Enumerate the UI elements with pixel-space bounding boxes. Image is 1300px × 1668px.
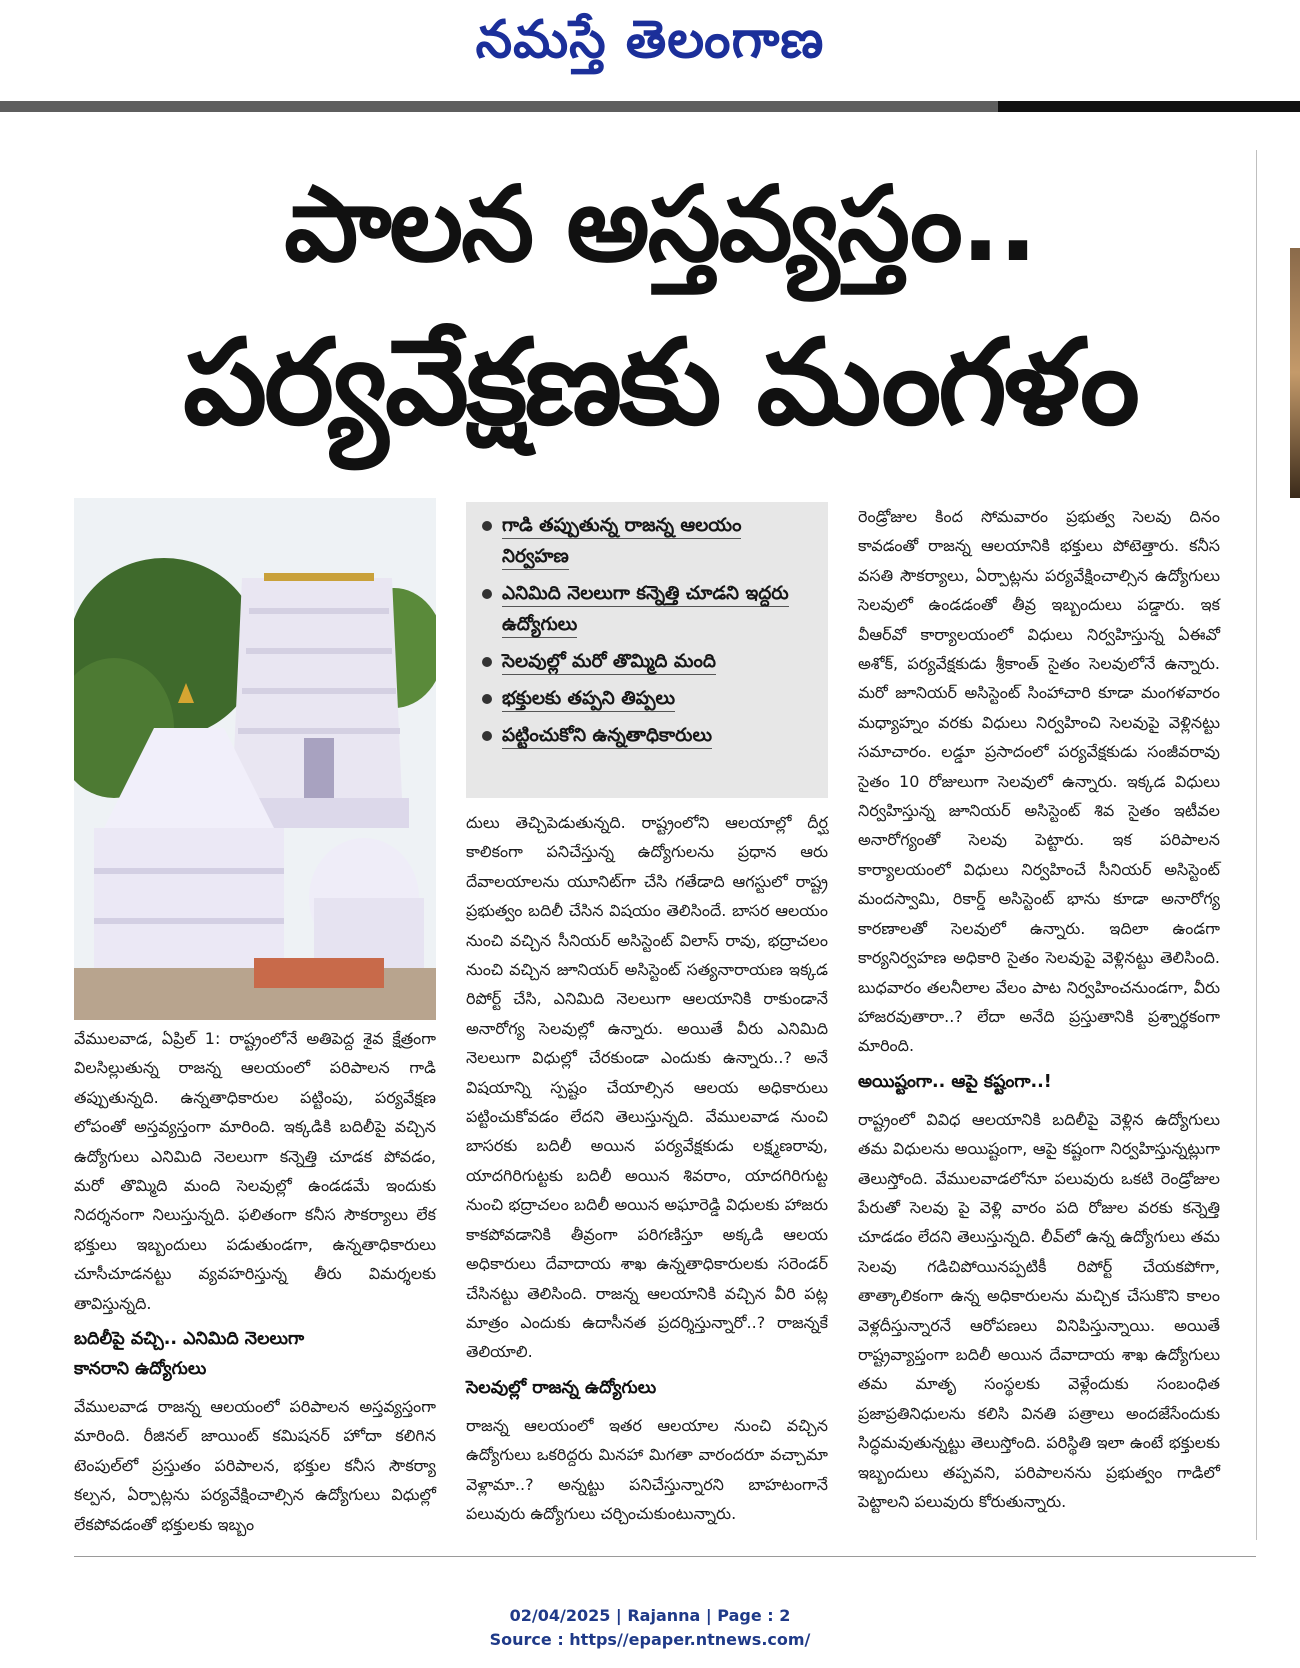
- highlight-item: పట్టించుకోని ఉన్నతాధికారులు: [480, 720, 814, 751]
- article-column-1: [74, 1024, 436, 1545]
- adjacent-article-photo: [1290, 248, 1300, 498]
- highlights-box: [466, 502, 828, 798]
- masthead-rule: [0, 101, 1300, 112]
- temple-illustration: [74, 498, 436, 1020]
- temple-photo: [74, 498, 436, 1020]
- article-paragraph: రాష్ట్రంలో వివిధ ఆలయానికి బదిలీపై వెళ్లిన ఉద్యోగులు తమ విధులను అయిష్టంగా, ఆపై కష్టంగా నిర్వహిస్తున్నట్లుగా తెలుస్తోంది. వేములవాడలోనూ పలువురు ఒకటి రెండ్రోజుల పేరుతో సెలవు పై వెళ్లి వారం పది రోజుల వరకు కన్నెత్తి చూడడం లేదని తెలుస్తున్నది. లీవ్‌లో ఉన్న ఉద్యోగులు తమ సెలవు గడిచిపోయినప్పటికీ రిపోర్ట్ చేయకపోగా, తాత్కాలికంగా ఉన్న అధికారులను మచ్చిక చేసుకొని కాలం వెళ్లదీస్తున్నారనే ఆరోపణలు వినిపిస్తున్నాయి. అయితే రాష్ట్రవ్యాప్తంగా బదిలీ అయిన దేవాదాయ శాఖ ఉద్యోగులు తమ మాతృ సంస్థలకు వెళ్లేందుకు సంబంధిత ప్రజాప్రతినిధులను కలిసి వినతి పత్రాలు అందజేసేందుకు సిద్ధమవుతున్నట్టు తెలుస్తోంది. పరిస్థితి ఇలా ఉంటే భక్తులకు ఇబ్బందులు తప్పవని, పరిపాలనను ప్రభుత్వం గాడిలో పెట్టాలని పలువురు కోరుతున్నారు.: [858, 1109, 1220, 1511]
- subheading: బదిలీపై వచ్చి.. ఎనిమిది నెలలుగా కానరాని ఉద్యోగులు: [74, 1329, 305, 1380]
- article-paragraph: రాజన్న ఆలయంలో ఇతర ఆలయాల నుంచి వచ్చిన ఉద్యోగులు ఒకరిద్దరు మినహా మిగతా వారందరూ వచ్చామా వెళ్లామా..? అన్నట్టు పనిచేస్తున్నారని బాహటంగానే పలువురు ఉద్యోగులు చర్చించుకుంటున్నారు.: [466, 1415, 828, 1523]
- highlight-item: భక్తులకు తప్పని తిప్పలు: [480, 683, 814, 714]
- article-paragraph: వేములవాడ, ఏప్రిల్ 1: రాష్ట్రంలోనే అతిపెద్ద శైవ క్షేత్రంగా విలసిల్లుతున్న రాజన్న ఆలయంలో పరిపాలన గాడి తప్పుతున్నది. ఉన్నతాధికారుల పట్టింపు, పర్యవేక్షణ లోపంతో అస్తవ్యస్తంగా మారింది. ఇక్కడికి బదిలీపై వచ్చిన ఉద్యోగులు ఎనిమిది నెలలుగా కన్నెత్తి చూడక పోవడం, మరో తొమ్మిది మంది సెలవుల్లో ఉండడమే ఇందుకు నిదర్శనంగా నిలుస్తున్నది. ఫలితంగా కనీస సౌకర్యాలు లేక భక్తులు ఇబ్బందులు పడుతుండగా, ఉన్నతాధికారులు చూసీచూడనట్టు వ్యవహరిస్తున్న తీరు విమర్శలకు తావిస్తున్నది.: [74, 1029, 436, 1313]
- subheading: సెలవుల్లో రాజన్న ఉద్యోగులు: [466, 1377, 657, 1398]
- headline-line-2: పర్యవేక్షణకు మంగళం: [183, 313, 1137, 451]
- highlight-item: సెలవుల్లో మరో తొమ్మిది మంది: [480, 646, 814, 677]
- article-column-2: [466, 808, 828, 1534]
- footer-source-line[interactable]: Source : https//epaper.ntnews.com/: [489, 1630, 811, 1649]
- footer-date-line: 02/04/2025 | Rajanna | Page : 2: [509, 1606, 791, 1625]
- article-column-3: [858, 502, 1220, 1522]
- page-bottom-rule: [74, 1556, 1256, 1557]
- highlight-item: గాడి తప్పుతున్న రాజన్న ఆలయం నిర్వహణ: [480, 510, 814, 572]
- page-footer: [0, 1604, 1300, 1652]
- newspaper-logo: నమస్తే తెలంగాణ: [475, 10, 825, 70]
- article-paragraph: వేములవాడ రాజన్న ఆలయంలో పరిపాలన అస్తవ్యస్తంగా మారింది. రీజినల్ జాయింట్ కమిషనర్ హోదా కలిగిన టెంపుల్‌లో ప్రస్తుతం పరిపాలన, భక్తుల కనీస సౌకర్యా కల్పన, ఏర్పాట్లను పర్యవేక్షించాల్సిన ఉద్యోగులు విధుల్లో లేకపోవడంతో భక్తులకు ఇబ్బం: [74, 1397, 436, 1534]
- article-paragraph: దులు తెచ్చిపెడుతున్నది. రాష్ట్రంలోని ఆలయాల్లో దీర్ఘ కాలికంగా పనిచేస్తున్న ఉద్యోగులను ప్రధాన ఆరు దేవాలయాలను యూనిట్‌గా చేసి గతేడాది ఆగస్టులో రాష్ట్ర ప్రభుత్వం బదిలీ చేసిన విషయం తెలిసిందే. బాసర ఆలయం నుంచి వచ్చిన సీనియర్ అసిస్టెంట్ విలాస్ రావు, భద్రాచలం నుంచి వచ్చిన జూనియర్ అసిస్టెంట్ సత్యనారాయణ ఇక్కడ రిపోర్ట్ చేసి, ఎనిమిది నెలలుగా ఆలయానికి రాకుండానే అనారోగ్య సెలవుల్లో ఉన్నారు. అయితే వీరు ఎనిమిది నెలలుగా విధుల్లో చేరకుండా ఎందుకు ఉన్నారు..? అనే విషయాన్ని స్పష్టం చేయాల్సిన ఆలయ అధికారులు పట్టించుకోవడం లేదని తెలుస్తున్నది. వేములవాడ నుంచి బాసరకు బదిలీ అయిన పర్యవేక్షకుడు లక్ష్మణరావు, యాదగిరిగుట్టకు బదిలీ అయిన శివరాం, యాదగిరిగుట్ట నుంచి భద్రాచలం బదిలీ అయిన అఘారెడ్డి విధులకు హాజరు కాకపోవడానికి తీవ్రంగా పరిగణిస్తూ అక్కడి ఆలయ అధికారులు దేవాదాయ శాఖ ఉన్నతాధికారులకు సరెండర్ చేసినట్టు తెలిసింది. రాజన్న ఆలయానికి వచ్చిన వీరి పట్ల మాత్రం ఎందుకు ఉదాసీనత ప్రదర్శిస్తున్నారో..? రాజన్నకే తెలియాలి.: [466, 813, 828, 1362]
- highlight-item: ఎనిమిది నెలలుగా కన్నెత్తి చూడని ఇద్దరు ఉద్యోగులు: [480, 578, 814, 640]
- article-paragraph: రెండ్రోజుల కింద సోమవారం ప్రభుత్వ సెలవు దినం కావడంతో రాజన్న ఆలయానికి భక్తులు పోటెత్తారు. కనీస వసతి సౌకర్యాలు, ఏర్పాట్లను పర్యవేక్షించాల్సిన ఉద్యోగులు సెలవులో ఉండడంతో తీవ్ర ఇబ్బందులు పడ్డారు. ఇక వీఆర్‌వో కార్యాలయంలో విధులు నిర్వహిస్తున్న ఏఈవో అశోక్, పర్యవేక్షకుడు శ్రీకాంత్ సైతం సెలవులోనే ఉన్నారు. మరో జూనియర్ అసిస్టెంట్ సింహాచారి కూడా మంగళవారం మధ్యాహ్నం వరకు విధులు నిర్వహించి సెలవుపై వెళ్లినట్టు సమాచారం. లడ్డూ ప్రసాదంలో పర్యవేక్షకుడు సంజీవరావు సైతం 10 రోజులుగా సెలవులో ఉన్నారు. ఇక్కడ విధులు నిర్వహిస్తున్న జూనియర్ అసిస్టెంట్ శివ సైతం ఇటీవల అనారోగ్యంతో సెలవు పెట్టారు. ఇక పరిపాలన కార్యాలయంలో విధులు నిర్వహించే సీనియర్ అసిస్టెంట్ మందస్వామి, రికార్డ్ అసిస్టెంట్ భాను కూడా అనారోగ్య కారణాలతో సెలవులో ఉన్నారు. ఇదిలా ఉండగా కార్యనిర్వహణ అధికారి సైతం సెలవుపై వెళ్లినట్టు తెలిసింది. బుధవారం తలనీలాల వేలం పాట నిర్వహించనుండగా, వీరు హాజరవుతారా..? లేదా అనేది ప్రస్తుతానికి ప్రశ్నార్థకంగా మారింది.: [858, 507, 1220, 1056]
- masthead: [0, 0, 1300, 100]
- headline-line-1: పాలన అస్తవ్యస్తం..: [284, 163, 1036, 285]
- subheading: అయిష్టంగా.. ఆపై కష్టంగా..!: [858, 1071, 1052, 1092]
- column-divider: [1256, 150, 1257, 1540]
